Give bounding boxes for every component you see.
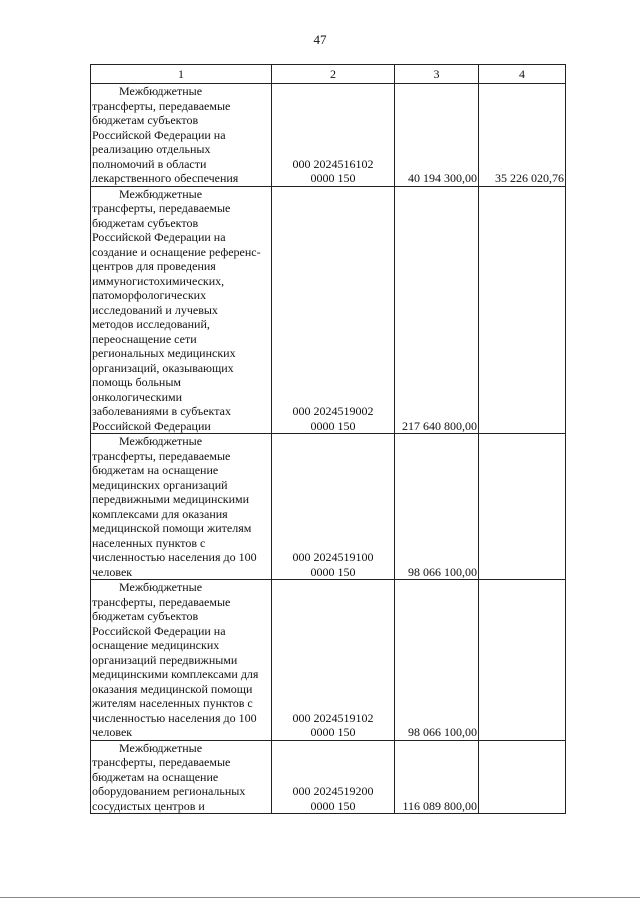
description-line: Российской Федерации на [92, 623, 226, 638]
budget-code [272, 186, 395, 434]
description-line: Межбюджетные [119, 740, 203, 755]
budget-code [272, 580, 395, 741]
description-line: создание и оснащение референс- [92, 244, 261, 259]
description-line: оснащение медицинских [92, 638, 220, 652]
column-header: 1 [91, 65, 272, 84]
budget-table [90, 64, 566, 814]
description-line: трансферты, передаваемые [92, 755, 231, 769]
amount-column-3: 217 640 800,00 [395, 186, 479, 434]
description-line: организаций передвижными [92, 652, 238, 667]
description-line: Межбюджетные [119, 84, 203, 98]
description-line: организаций, оказывающих [92, 360, 234, 375]
amount-column-4 [479, 740, 566, 814]
description-line: трансферты, передаваемые [92, 594, 231, 609]
description-line: населенных пунктов с [92, 535, 206, 550]
budget-code-line: 0000 150 [310, 798, 356, 813]
description-line: сосудистых центров и [92, 798, 205, 813]
description-line: бюджетам субъектов [92, 609, 199, 623]
budget-code-line: 0000 150 [310, 171, 356, 185]
description-line: онкологическими [92, 389, 183, 404]
table-body [91, 84, 566, 814]
description-line: бюджетам на оснащение [92, 769, 219, 784]
description-line: трансферты, передаваемые [92, 98, 231, 113]
description-line: трансферты, передаваемые [92, 448, 231, 463]
description-line: медицинскими комплексами для [92, 667, 259, 681]
description-line: бюджетам на оснащение [92, 463, 219, 477]
description-line: переоснащение сети [92, 331, 197, 346]
description-line: оборудованием региональных [92, 784, 246, 798]
description-line: Российской Федерации [92, 418, 211, 433]
amount-column-4: 35 226 020,76 [479, 84, 566, 187]
budget-code-line: 000 2024519102 [292, 710, 374, 725]
budget-code [272, 434, 395, 580]
amount-column-4 [479, 434, 566, 580]
budget-code-line: 000 2024519200 [292, 784, 374, 798]
column-header: 2 [272, 65, 395, 84]
description-line: бюджетам субъектов [92, 113, 199, 127]
amount-column-3: 116 089 800,00 [395, 740, 479, 814]
description-line: полномочий в области [92, 156, 207, 171]
amount-column-3: 40 194 300,00 [395, 84, 479, 187]
row-description [91, 186, 272, 434]
description-line: помощь больным [92, 375, 181, 389]
budget-code-line: 0000 150 [310, 564, 356, 579]
description-line: оказания медицинской помощи [92, 681, 253, 696]
budget-code-line: 000 2024519002 [292, 404, 374, 418]
table-row [91, 186, 566, 434]
description-line: передвижными медицинскими [92, 492, 250, 506]
row-description [91, 740, 272, 814]
description-line: лекарственного обеспечения [92, 171, 239, 185]
description-line: Межбюджетные [119, 580, 203, 594]
description-line: заболеваниями в субъектах [92, 404, 231, 418]
description-line: Межбюджетные [119, 186, 203, 201]
description-line: реализацию отдельных [92, 142, 211, 156]
table-row [91, 434, 566, 580]
table-header-row [91, 65, 566, 84]
column-header: 4 [479, 65, 566, 84]
description-line: иммуногистохимических, [92, 273, 225, 288]
budget-code-line: 000 2024516102 [292, 156, 374, 171]
budget-code-line: 0000 150 [310, 418, 356, 433]
description-line: комплексами для оказания [92, 506, 228, 521]
description-line: жителям населенных пунктов с [92, 696, 253, 710]
description-line: человек [92, 725, 133, 739]
description-line: численностью населения до 100 [92, 710, 257, 725]
description-line: бюджетам субъектов [92, 215, 199, 230]
description-line: исследований и лучевых [92, 302, 218, 317]
description-line: трансферты, передаваемые [92, 201, 231, 215]
description-line: Межбюджетные [119, 434, 203, 448]
description-line: центров для проведения [92, 259, 216, 273]
table-row [91, 580, 566, 741]
description-line: медицинских организаций [92, 477, 228, 492]
scan-edge-line [0, 897, 640, 898]
amount-column-3: 98 066 100,00 [395, 580, 479, 741]
description-line: методов исследований, [92, 317, 210, 331]
budget-code-line: 0000 150 [310, 725, 356, 739]
page-number: 47 [313, 32, 327, 47]
budget-code-line: 000 2024519100 [292, 550, 374, 564]
description-line: медицинской помощи жителям [92, 521, 252, 535]
description-line: Российской Федерации на [92, 127, 226, 142]
row-description [91, 84, 272, 187]
budget-code [272, 740, 395, 814]
description-line: Российской Федерации на [92, 230, 226, 244]
row-description [91, 580, 272, 741]
amount-column-3: 98 066 100,00 [395, 434, 479, 580]
description-line: патоморфологических [92, 288, 207, 302]
row-description [91, 434, 272, 580]
description-line: численностью населения до 100 [92, 550, 257, 564]
amount-column-4 [479, 580, 566, 741]
amount-column-4 [479, 186, 566, 434]
table-row [91, 84, 566, 187]
description-line: региональных медицинских [92, 346, 236, 360]
column-header: 3 [395, 65, 479, 84]
budget-code [272, 84, 395, 187]
table-row [91, 740, 566, 814]
description-line: человек [92, 564, 133, 579]
